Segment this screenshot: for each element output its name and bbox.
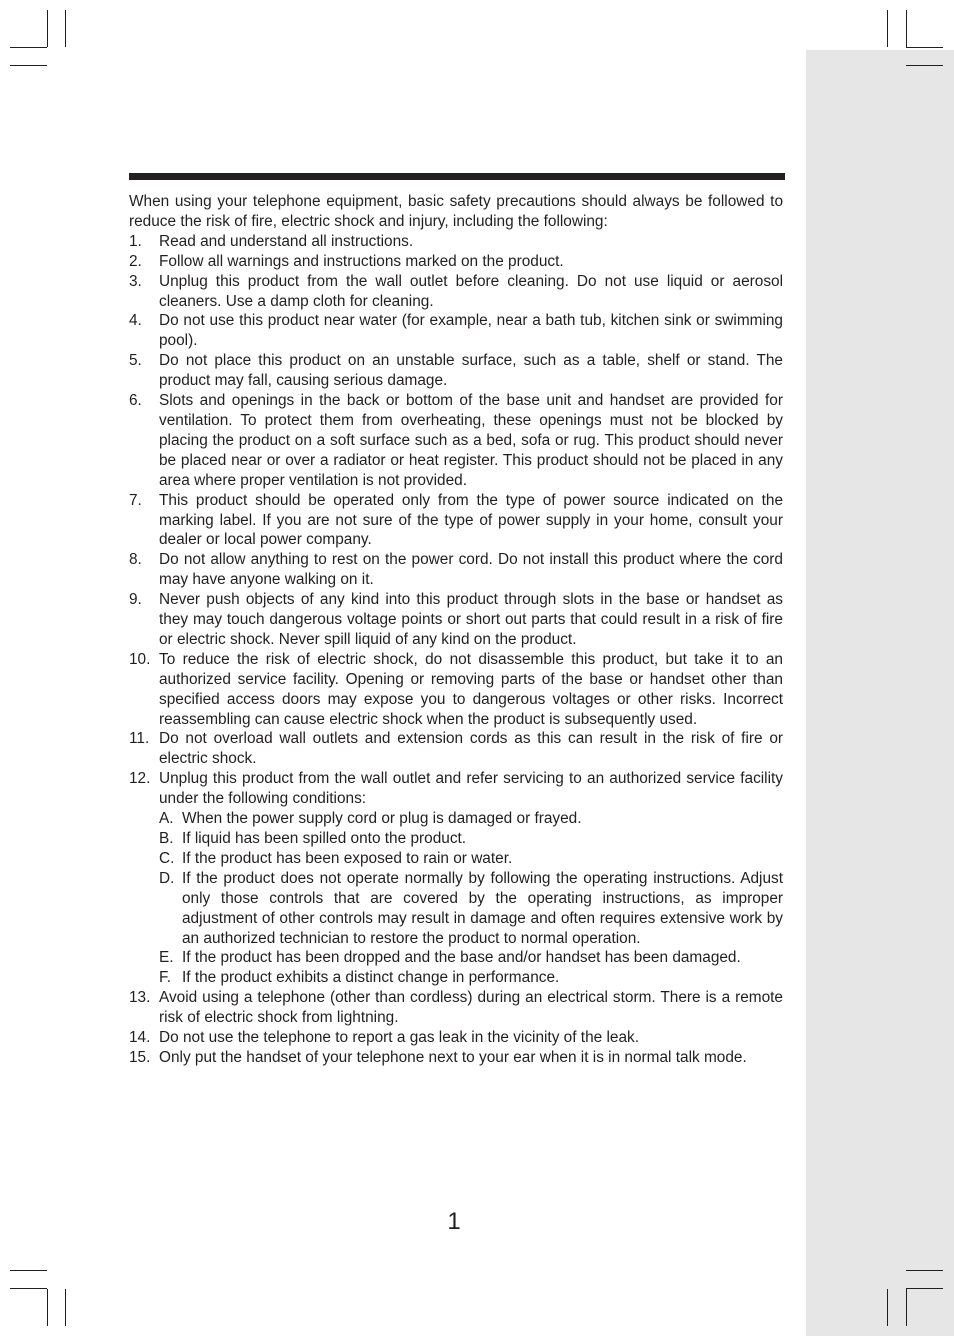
sub-item-text: If the product has been dropped and the base and/or handset has been damaged. <box>182 949 741 967</box>
item-text: Do not use the telephone to report a gas leak in the vicinity of the leak. <box>159 1029 639 1047</box>
list-item <box>129 391 783 491</box>
item-text: Follow all warnings and instructions marked on the product. <box>159 252 564 270</box>
gray-margin-band <box>806 50 954 1336</box>
list-item <box>129 272 783 312</box>
list-item <box>129 252 783 272</box>
crop-mark <box>65 1289 66 1326</box>
item-number: 9. <box>129 591 142 609</box>
list-item <box>129 351 783 391</box>
item-text: Do not allow anything to rest on the power cord. Do not install this product where the cord may have anyone walking on it. <box>159 551 783 589</box>
sub-item-text: If liquid has been spilled onto the product. <box>182 830 467 847</box>
item-text: This product should be operated only from the type of power source indicated on the marking label. If you are not sure of the type of power supply in your home, consult your dealer or local power company. <box>159 491 783 549</box>
item-number: 2. <box>129 252 142 270</box>
item-text: Unplug this product from the wall outlet and refer servicing to an authorized service facility under the following conditions: <box>159 770 783 808</box>
list-item <box>129 1048 783 1068</box>
sub-item-letter: E. <box>159 949 174 967</box>
list-item <box>129 650 783 730</box>
list-item <box>129 491 783 551</box>
item-text: Do not overload wall outlets and extension cords as this can result in the risk of fire or electric shock. <box>159 730 783 768</box>
list-item <box>129 729 783 769</box>
condition-list <box>159 809 783 988</box>
item-number: 10. <box>129 650 151 668</box>
item-text: To reduce the risk of electric shock, do not disassemble this product, but take it to an authorized service facility. Opening or removing parts of the base or handset other than specified access doors may expose you to dangerous voltages or other risks. Incorrect reassembling can cause electric shock when the product is subsequently used. <box>159 650 783 728</box>
item-text: Read and understand all instructions. <box>159 232 414 250</box>
crop-mark <box>65 10 66 47</box>
item-number: 12. <box>129 770 151 788</box>
sub-item-text: If the product has been exposed to rain or water. <box>182 849 513 867</box>
sub-item <box>159 849 783 869</box>
crop-mark <box>887 1289 888 1326</box>
crop-mark <box>10 1270 47 1271</box>
sub-item-letter: C. <box>159 849 175 867</box>
list-item <box>129 1028 783 1048</box>
sub-item <box>159 968 783 988</box>
sub-item-letter: D. <box>159 869 175 887</box>
item-number: 3. <box>129 272 142 290</box>
item-number: 5. <box>129 352 142 370</box>
instruction-list <box>129 232 783 1068</box>
sub-item <box>159 869 783 949</box>
sub-item-text: When the power supply cord or plug is damaged or frayed. <box>182 810 582 828</box>
sub-item-text: If the product does not operate normally by following the operating instructions. Adjust only those controls that are covered by the operating instructions, as improper adjustment of other controls may result in damage and often requires extensive work by an authorized technician to restore the product to normal operation. <box>182 869 783 947</box>
item-number: 11. <box>129 730 150 748</box>
sub-item <box>159 829 783 849</box>
item-number: 13. <box>129 989 151 1007</box>
item-text: Do not place this product on an unstable surface, such as a table, shelf or stand. The product may fall, causing serious damage. <box>159 352 783 390</box>
crop-mark <box>887 10 888 47</box>
list-item <box>129 590 783 650</box>
crop-mark <box>906 1270 943 1271</box>
item-text: Avoid using a telephone (other than cordless) during an electrical storm. There is a remote risk of electric shock from lightning. <box>159 989 783 1027</box>
sub-item <box>159 809 783 829</box>
sub-item <box>159 948 783 968</box>
crop-mark <box>47 10 48 47</box>
crop-mark <box>906 47 943 48</box>
item-text: Slots and openings in the back or bottom of the base unit and handset are provided for ventilation. To protect them from overheating, these openings must not be blocked by placing the product on a soft surface such as a bed, sofa or rug. This product should never be placed near or over a radiator or heat register. This product should not be placed in any area where proper ventilation is not provided. <box>159 392 783 489</box>
sub-item-letter: B. <box>159 830 174 847</box>
item-text: Unplug this product from the wall outlet before cleaning. Do not use liquid or aerosol cleaners. Use a damp cloth for cleaning. <box>159 272 783 310</box>
item-number: 8. <box>129 551 142 569</box>
list-item <box>129 311 783 351</box>
list-item <box>129 550 783 590</box>
item-text: Never push objects of any kind into this product through slots in the base or handset as they may touch dangerous voltage points or short out parts that could result in a risk of fire or electric shock. Never spill liquid of any kind on the product. <box>159 591 783 648</box>
item-number: 4. <box>129 312 142 330</box>
item-number: 14. <box>129 1029 151 1047</box>
list-item <box>129 232 783 252</box>
crop-mark <box>906 1288 943 1289</box>
item-number: 7. <box>129 491 142 509</box>
crop-mark <box>906 65 943 66</box>
crop-mark <box>906 1289 907 1326</box>
list-item <box>129 988 783 1028</box>
list-item <box>129 769 783 988</box>
item-number: 15. <box>129 1048 151 1066</box>
header-rule <box>129 173 785 180</box>
intro-paragraph: When using your telephone equipment, basic safety precautions should always be followed to reduce the risk of fire, electric shock and injury, including the following: <box>129 193 783 230</box>
item-text: Do not use this product near water (for example, near a bath tub, kitchen sink or swimming pool). <box>159 312 783 350</box>
crop-mark <box>47 1289 48 1326</box>
safety-instructions <box>129 192 783 1068</box>
sub-item-text: If the product exhibits a distinct change in performance. <box>182 969 560 987</box>
item-text: Only put the handset of your telephone next to your ear when it is in normal talk mode. <box>159 1048 747 1066</box>
crop-mark <box>10 47 47 48</box>
page-number: 1 <box>447 1208 461 1235</box>
crop-mark <box>906 10 907 47</box>
sub-item-letter: A. <box>159 810 174 828</box>
sub-item-letter: F. <box>159 969 171 987</box>
crop-mark <box>10 1288 47 1289</box>
item-number: 1. <box>129 232 142 250</box>
item-number: 6. <box>129 392 142 410</box>
crop-mark <box>10 65 47 66</box>
